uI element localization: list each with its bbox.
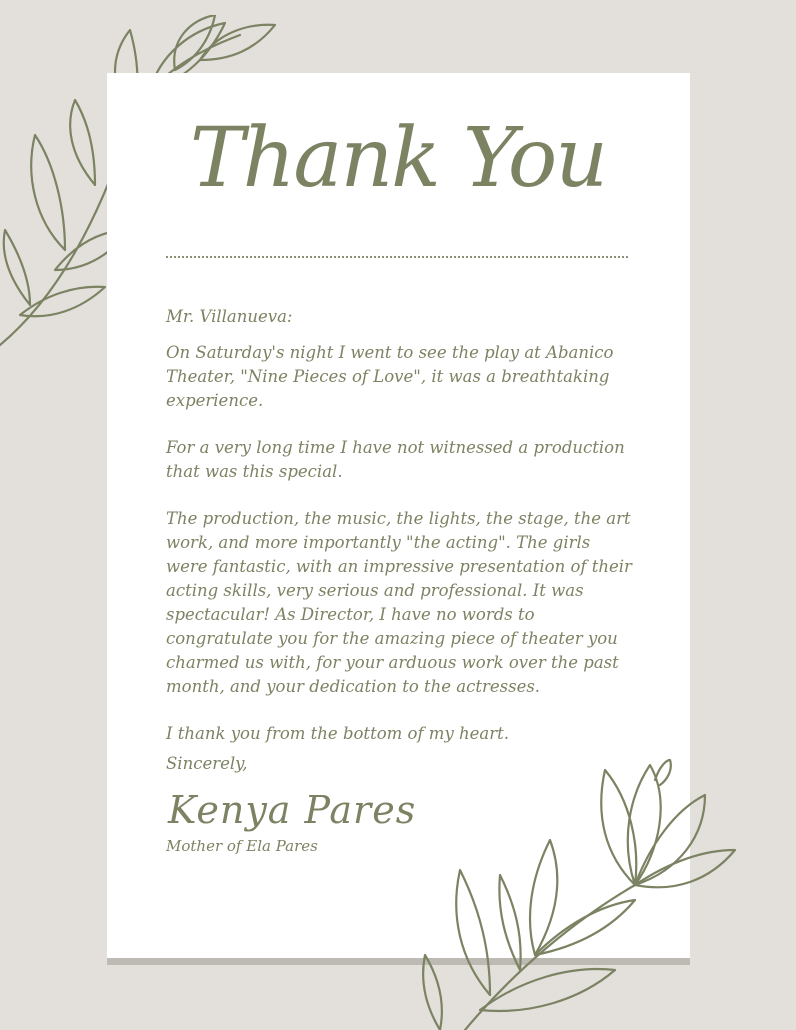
paragraph-3: The production, the music, the lights, the stage, the art work, and more importantly "the acting". The girls were fantastic, with an impressive presentation of their acting skills, very serious and professional. It was spectacular! As Director, I have no words to congratulate you for the amazing piece of theater you charmed us with, for your arduous work over the past month, and your dedication to the actresses. <box>166 509 632 696</box>
paragraph-2: For a very long time I have not witnessed a production that was this special. <box>166 438 625 481</box>
signature: Kenya Pares <box>168 788 417 832</box>
sign-off: Sincerely, <box>166 754 248 773</box>
page-title: Thank You <box>189 111 607 206</box>
closing-line: I thank you from the bottom of my heart. <box>166 724 510 743</box>
dotted-divider <box>166 256 628 258</box>
floral-decoration-bottom-right-icon <box>405 755 745 1030</box>
paragraph-1: On Saturday's night I went to see the play at Abanico Theater, "Nine Pieces of Love", it was a breathtaking experience. <box>166 343 614 410</box>
greeting: Mr. Villanueva: <box>166 307 293 326</box>
signer-role: Mother of Ela Pares <box>166 837 318 855</box>
